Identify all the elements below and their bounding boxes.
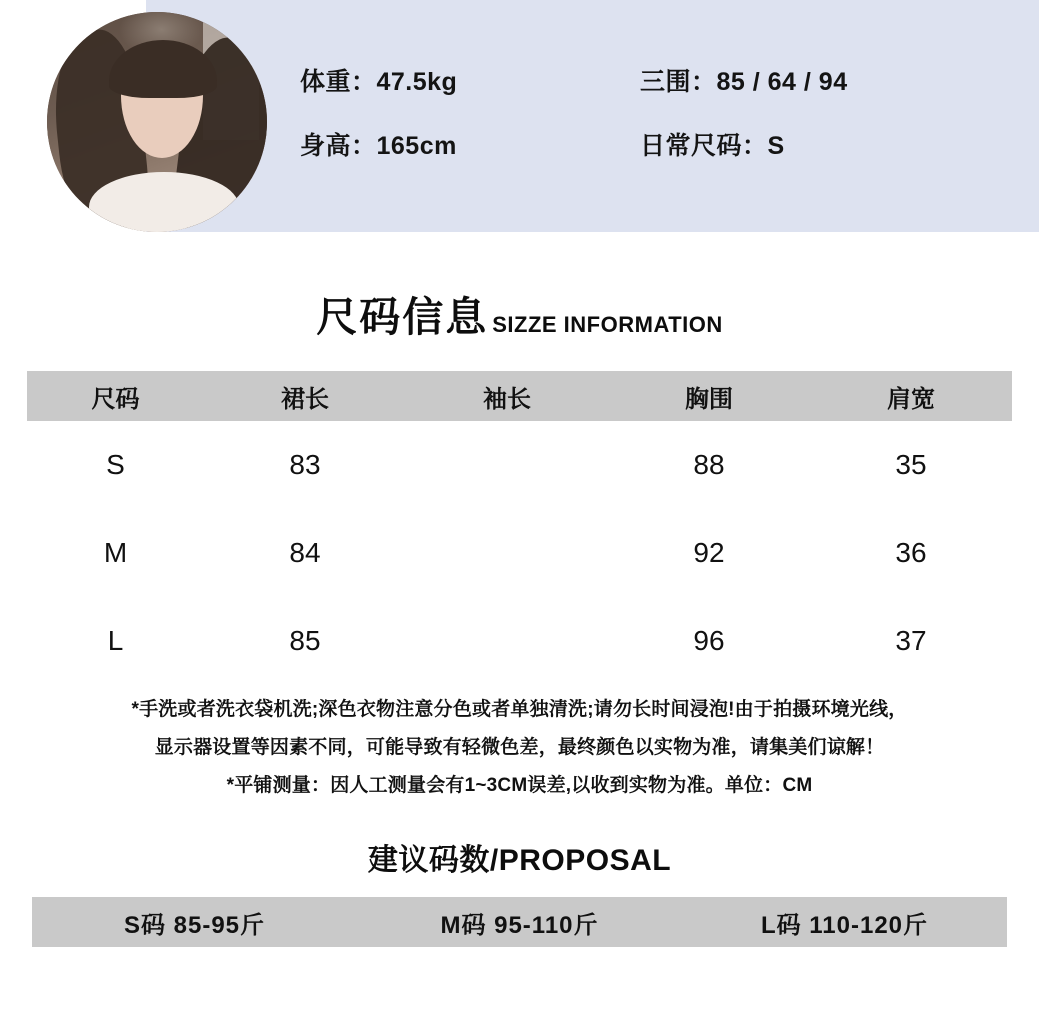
cell-shoulder: 37 xyxy=(895,625,927,656)
cell-length: 84 xyxy=(289,537,321,568)
stat-weight: 体重：47.5kg xyxy=(300,68,458,96)
stat-height: 身高：165cm xyxy=(300,132,457,160)
column-header-length: 裙长 xyxy=(204,371,406,421)
care-note-line-3: *平铺测量：因人工测量会有1~3CM误差,以收到实物为准。单位：CM xyxy=(226,775,813,796)
avatar xyxy=(47,12,267,232)
cell-size: L xyxy=(107,625,124,656)
care-note-line-2: 显示器设置等因素不同，可能导致有轻微色差，最终颜色以实物为准，请集美们谅解！ xyxy=(154,737,885,758)
stats-grid xyxy=(300,62,1000,162)
size-info-heading-en: SIZZE INFORMATION xyxy=(492,312,723,337)
size-info-heading xyxy=(0,284,1039,343)
column-header-size: 尺码 xyxy=(27,371,204,421)
column-header-bust: 胸围 xyxy=(608,371,810,421)
model-stats-banner xyxy=(0,0,1039,240)
cell-length: 85 xyxy=(289,625,321,656)
stat-measurements: 三围：85 / 64 / 94 xyxy=(640,68,848,96)
column-header-sleeve: 袖长 xyxy=(406,371,608,421)
proposal-cell-s: S码 85-95斤 xyxy=(123,911,266,939)
table-row xyxy=(27,597,1012,685)
care-notes xyxy=(0,691,1039,805)
cell-shoulder: 36 xyxy=(895,537,927,568)
table-row xyxy=(27,509,1012,597)
size-info-heading-cn: 尺码信息 xyxy=(316,294,489,340)
table-row xyxy=(27,421,1012,509)
cell-sleeve xyxy=(406,421,608,509)
proposal-cell-m: M码 95-110斤 xyxy=(440,911,599,939)
cell-bust: 88 xyxy=(693,449,725,480)
proposal-cell-l: L码 110-120斤 xyxy=(760,911,929,939)
proposal-bar xyxy=(32,897,1007,947)
cell-size: M xyxy=(103,537,128,568)
cell-bust: 96 xyxy=(693,625,725,656)
cell-length: 83 xyxy=(289,449,321,480)
cell-size: S xyxy=(106,449,125,480)
cell-shoulder: 35 xyxy=(895,449,927,480)
fringe xyxy=(109,40,217,98)
proposal-heading: 建议码数/PROPOSAL xyxy=(367,844,672,877)
cell-sleeve xyxy=(406,597,608,685)
size-table xyxy=(27,371,1012,685)
portrait-image xyxy=(47,12,267,232)
column-header-shoulder: 肩宽 xyxy=(810,371,1012,421)
care-note-line-1: *手洗或者洗衣袋机洗;深色衣物注意分色或者单独清洗;请勿长时间浸泡!由于拍摄环境光线， xyxy=(131,699,908,720)
cell-sleeve xyxy=(406,509,608,597)
table-header-row xyxy=(27,371,1012,421)
stat-daily-size: 日常尺码：S xyxy=(640,132,785,160)
cell-bust: 92 xyxy=(693,537,725,568)
